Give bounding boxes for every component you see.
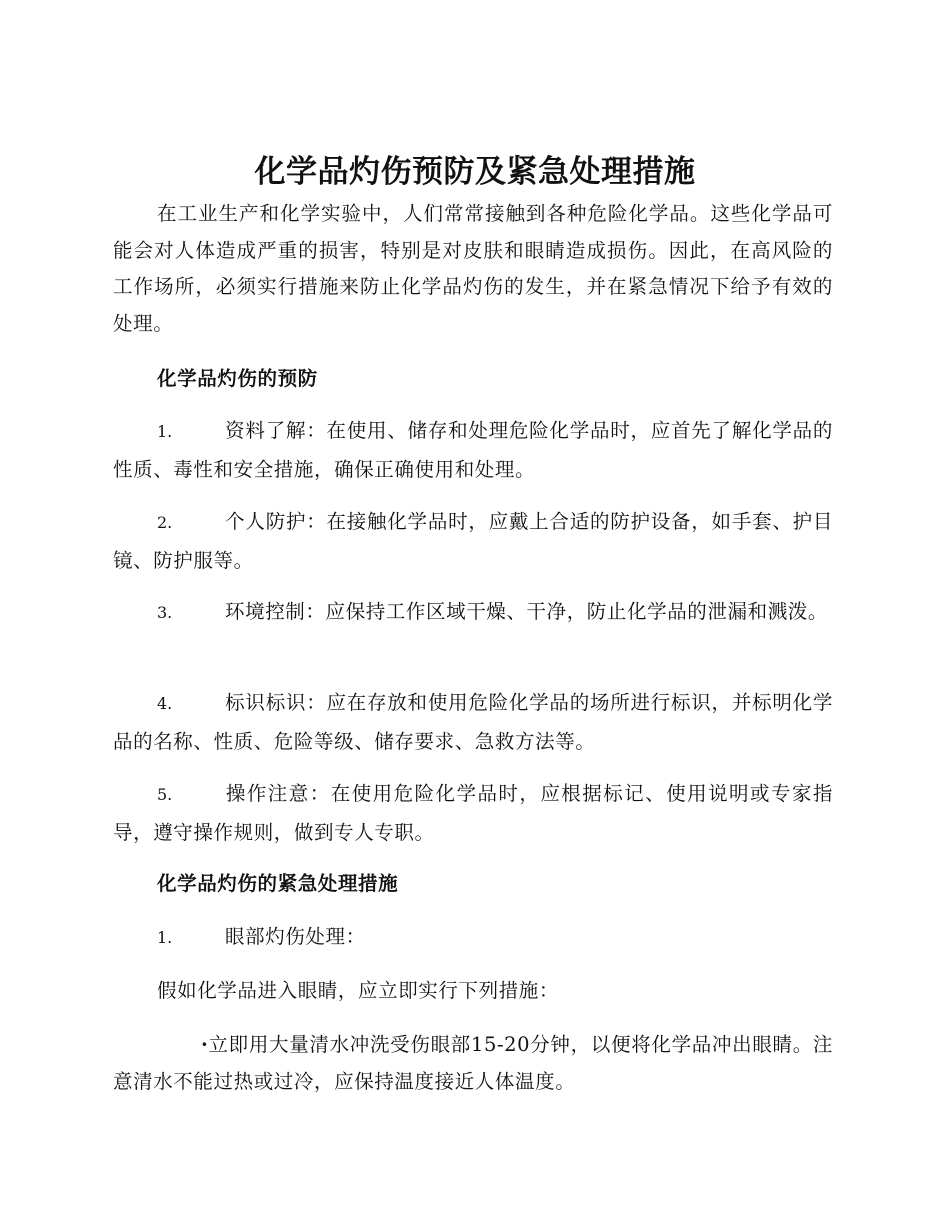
prevention-item-4 — [113, 684, 833, 760]
prevention-item-3 — [113, 593, 833, 632]
item-text: 眼部灼伤处理： — [225, 925, 366, 948]
prevention-item-5 — [113, 775, 833, 851]
bullet-marker: · — [201, 1033, 209, 1056]
item-number: 4. — [157, 694, 173, 713]
item-number: 3. — [157, 603, 173, 622]
item-text: 环境控制：应保持工作区域干燥、干净，防止化学品的泄漏和溅泼。 — [225, 600, 829, 623]
prevention-item-2 — [113, 503, 833, 579]
emergency-item-1 — [113, 918, 833, 957]
section-heading-prevention: 化学品灼伤的预防 — [157, 367, 318, 390]
bullet-text: 立即用大量清水冲洗受伤眼部15-20分钟，以便将化学品冲出眼睛。注意清水不能过热或过冷，应保持温度接近人体温度。 — [113, 1033, 833, 1093]
section-heading-emergency: 化学品灼伤的紧急处理措施 — [157, 872, 399, 895]
item-text: 个人防护：在接触化学品时，应戴上合适的防护设备，如手套、护目镜、防护服等。 — [113, 510, 833, 572]
item-text: 标识标识：应在存放和使用危险化学品的场所进行标识，并标明化学品的名称、性质、危险等级、储存要求、急救方法等。 — [113, 691, 833, 753]
eye-burn-bullet — [113, 1027, 833, 1100]
eye-burn-lead: 假如化学品进入眼睛，应立即实行下列措施： — [157, 979, 560, 1002]
prevention-item-1 — [113, 412, 833, 488]
item-number: 2. — [157, 513, 173, 532]
item-number: 5. — [157, 785, 173, 804]
intro-paragraph: 在工业生产和化学实验中，人们常常接触到各种危险化学品。这些化学品可能会对人体造成严重的损害，特别是对皮肤和眼睛造成损伤。因此，在高风险的工作场所，必须实行措施来防止化学品灼伤的发生，并在紧急情况下给予有效的处理。 — [113, 202, 833, 335]
item-number: 1. — [157, 928, 173, 947]
item-text: 操作注意：在使用危险化学品时，应根据标记、使用说明或专家指导，遵守操作规则，做到专人专职。 — [113, 782, 833, 844]
item-text: 资料了解：在使用、储存和处理危险化学品时，应首先了解化学品的性质、毒性和安全措施，确保正确使用和处理。 — [113, 419, 833, 481]
item-number: 1. — [157, 422, 173, 441]
document-title: 化学品灼伤预防及紧急处理措施 — [254, 154, 696, 190]
